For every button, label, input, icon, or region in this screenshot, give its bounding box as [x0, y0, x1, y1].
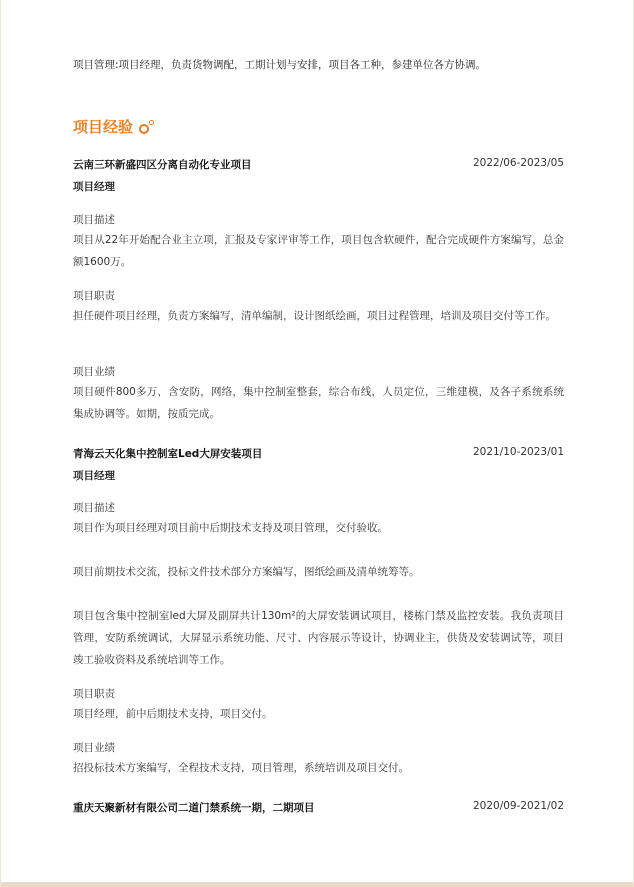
- project-header: [73, 157, 564, 172]
- project-desc-label: 项目描述: [73, 214, 115, 226]
- project-desc: 项目从22年开始配合业主立项，汇报及专家评审等工作，项目包含软硬件，配合完成硬件方案编写，总金额1600万。: [73, 234, 564, 268]
- project-date: 2022/06-2023/05: [472, 157, 564, 169]
- project-result: 项目硬件800多万，含安防，网络，集中控制室整套，综合布线，人员定位，三维建模，及各子系统系统集成协调等。如期，按质完成。: [73, 386, 564, 420]
- project-header: [73, 446, 564, 461]
- project-name: 重庆天聚新材有限公司二道门禁系统一期，二期项目: [73, 802, 315, 814]
- project-result-label: 项目业绩: [73, 742, 115, 754]
- section-title-project-experience: [73, 116, 155, 137]
- project-result: 招投标技术方案编写，全程技术支持，项目管理，系统培训及项目交付。: [73, 762, 409, 774]
- project-desc-paragraph: 项目包含集中控制室led大屏及副屏共计130m²的大屏安装调试项目，楼栋门禁及监控安装。我负责项目管理，安防系统调试，大屏显示系统功能、尺寸、内容展示等设计，协调业主，供货及安装调试等，项目竣工验收资料及系统培训等工作。: [73, 610, 564, 666]
- project-role: 项目经理: [73, 181, 115, 193]
- project-duty-label: 项目职责: [73, 290, 115, 302]
- project-header: [73, 800, 564, 815]
- project-desc-paragraph: 项目前期技术交流，投标文件技术部分方案编写，图纸绘画及清单统筹等。: [73, 566, 420, 578]
- project-duty: 担任硬件项目经理，负责方案编写，清单编制，设计图纸绘画，项目过程管理，培训及项目交付等工作。: [73, 310, 556, 322]
- project-desc-label: 项目描述: [73, 502, 115, 514]
- project-name: 云南三环新盛四区分离自动化专业项目: [73, 159, 252, 171]
- circle-decoration-icon: [139, 120, 155, 134]
- project-duty-label: 项目职责: [73, 688, 115, 700]
- project-role: 项目经理: [73, 470, 115, 482]
- project-desc-paragraph: 项目作为项目经理对项目前中后期技术支持及项目管理，交付验收。: [73, 522, 388, 534]
- project-management-summary: 项目管理:项目经理，负责货物调配，工期计划与安排，项目各工种，参建单位各方协调。: [73, 59, 487, 71]
- page-bottom-border: [1, 882, 633, 887]
- project-date: 2021/10-2023/01: [472, 446, 564, 458]
- project-date: 2020/09-2021/02: [472, 800, 564, 812]
- project-name: 青海云天化集中控制室Led大屏安装项目: [73, 448, 263, 460]
- project-result-label: 项目业绩: [73, 366, 115, 378]
- project-duty: 项目经理，前中后期技术支持，项目交付。: [73, 708, 273, 720]
- section-title-text: 项目经验: [73, 118, 134, 136]
